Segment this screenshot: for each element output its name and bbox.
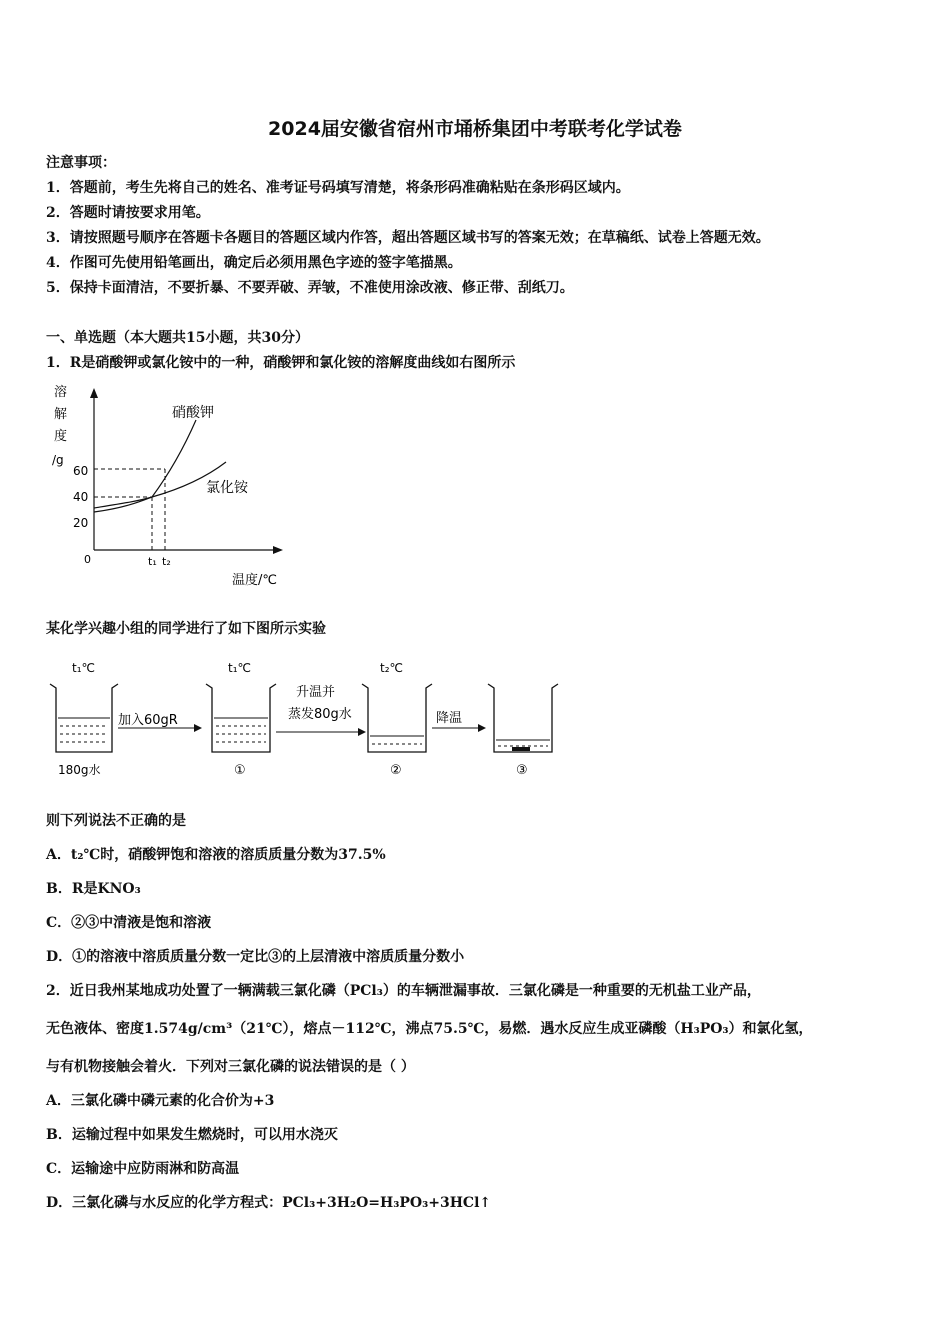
x-tick-label: t₂	[162, 555, 171, 568]
arrow-3-head	[478, 724, 486, 732]
kno3-curve	[94, 420, 196, 512]
arrow-1-head	[194, 724, 202, 732]
x-axis-arrow	[273, 546, 283, 554]
series-label-nh4cl: 氯化铵	[206, 480, 248, 496]
beaker-label: ③	[516, 763, 528, 778]
notice-item: 2．答题时请按要求用笔。	[46, 205, 210, 221]
temp-label: t₁℃	[228, 661, 251, 675]
beaker-3	[488, 684, 558, 752]
beaker-2	[362, 684, 432, 752]
option-a: A．t₂℃时，硝酸钾饱和溶液的溶质质量分数为37.5%	[46, 847, 386, 863]
arrow-2-label: 蒸发80g水	[288, 707, 352, 722]
y-axis-label-char: 溶	[54, 385, 68, 400]
option-c: C．②③中清液是饱和溶液	[46, 915, 212, 931]
y-axis-label-char: 度	[54, 429, 68, 444]
experiment-diagram	[44, 652, 564, 792]
notice-item: 1．答题前，考生先将自己的姓名、准考证号码填写清楚，将条形码准确粘贴在条形码区域内。	[46, 180, 630, 196]
origin-label: 0	[84, 553, 91, 566]
question-1-prompt: 则下列说法不正确的是	[46, 813, 186, 829]
question-2-stem: 2．近日我州某地成功处置了一辆满载三氯化磷（PCl₃）的车辆泄漏事故．三氯化磷是一种重要的无机盐工业产品，	[46, 983, 761, 999]
option-d: D．三氯化磷与水反应的化学方程式：PCl₃+3H₂O=H₃PO₃+3HCl↑	[46, 1195, 492, 1211]
section-heading: 一、单选题（本大题共15小题，共30分）	[46, 330, 309, 346]
temp-label: t₂℃	[380, 661, 403, 675]
arrow-3-label: 降温	[436, 711, 463, 726]
page-title: 2024届安徽省宿州市埇桥集团中考联考化学试卷	[268, 118, 682, 140]
beaker-1	[206, 684, 276, 752]
series-label-kno3: 硝酸钾	[172, 405, 214, 421]
y-tick-label: 40	[73, 490, 89, 504]
notice-heading: 注意事项：	[46, 155, 116, 171]
y-tick-label: 20	[73, 516, 89, 530]
y-tick-label: 60	[73, 464, 89, 478]
option-a: A．三氯化磷中磷元素的化合价为+3	[46, 1093, 275, 1109]
question-2-stem: 与有机物接触会着火．下列对三氯化磷的说法错误的是（ ）	[46, 1059, 415, 1075]
option-b: B．运输过程中如果发生燃烧时，可以用水浇灭	[46, 1127, 338, 1143]
y-axis-arrow	[90, 388, 98, 398]
y-axis-label-char: /g	[52, 453, 64, 467]
temp-label: t₁℃	[72, 661, 95, 675]
option-d: D．①的溶液中溶质质量分数一定比③的上层清液中溶质质量分数小	[46, 949, 465, 965]
y-axis-label-char: 解	[54, 407, 68, 422]
question-2-stem: 无色液体、密度1.574g/cm³（21℃），熔点－112℃，沸点75.5℃，易燃．遇水反应生成亚磷酸（H₃PO₃）和氯化氢，	[46, 1021, 813, 1037]
experiment-intro: 某化学兴趣小组的同学进行了如下图所示实验	[46, 621, 326, 637]
beaker-label: ①	[234, 763, 246, 778]
arrow-2-head	[358, 728, 366, 736]
beaker-initial	[50, 684, 118, 752]
x-axis-label: 温度/℃	[232, 573, 277, 588]
solubility-chart	[44, 380, 304, 590]
question-1-stem: 1．R是硝酸钾或氯化铵中的一种，硝酸钾和氯化铵的溶解度曲线如右图所示	[46, 355, 516, 371]
arrow-2-label: 升温并	[296, 685, 336, 700]
x-tick-label: t₁	[148, 555, 157, 568]
option-b: B．R是KNO₃	[46, 881, 141, 897]
notice-item: 4．作图可先使用铅笔画出，确定后必须用黑色字迹的签字笔描黑。	[46, 255, 462, 271]
beaker-label: 180g水	[58, 763, 101, 777]
option-c: C．运输途中应防雨淋和防高温	[46, 1161, 240, 1177]
notice-item: 3．请按照题号顺序在答题卡各题目的答题区域内作答，超出答题区域书写的答案无效；在草稿纸、试卷上答题无效。	[46, 230, 770, 246]
notice-item: 5．保持卡面清洁，不要折暴、不要弄破、弄皱，不准使用涂改液、修正带、刮纸刀。	[46, 280, 574, 296]
beaker-label: ②	[390, 763, 402, 778]
arrow-1-label: 加入60gR	[118, 713, 178, 728]
